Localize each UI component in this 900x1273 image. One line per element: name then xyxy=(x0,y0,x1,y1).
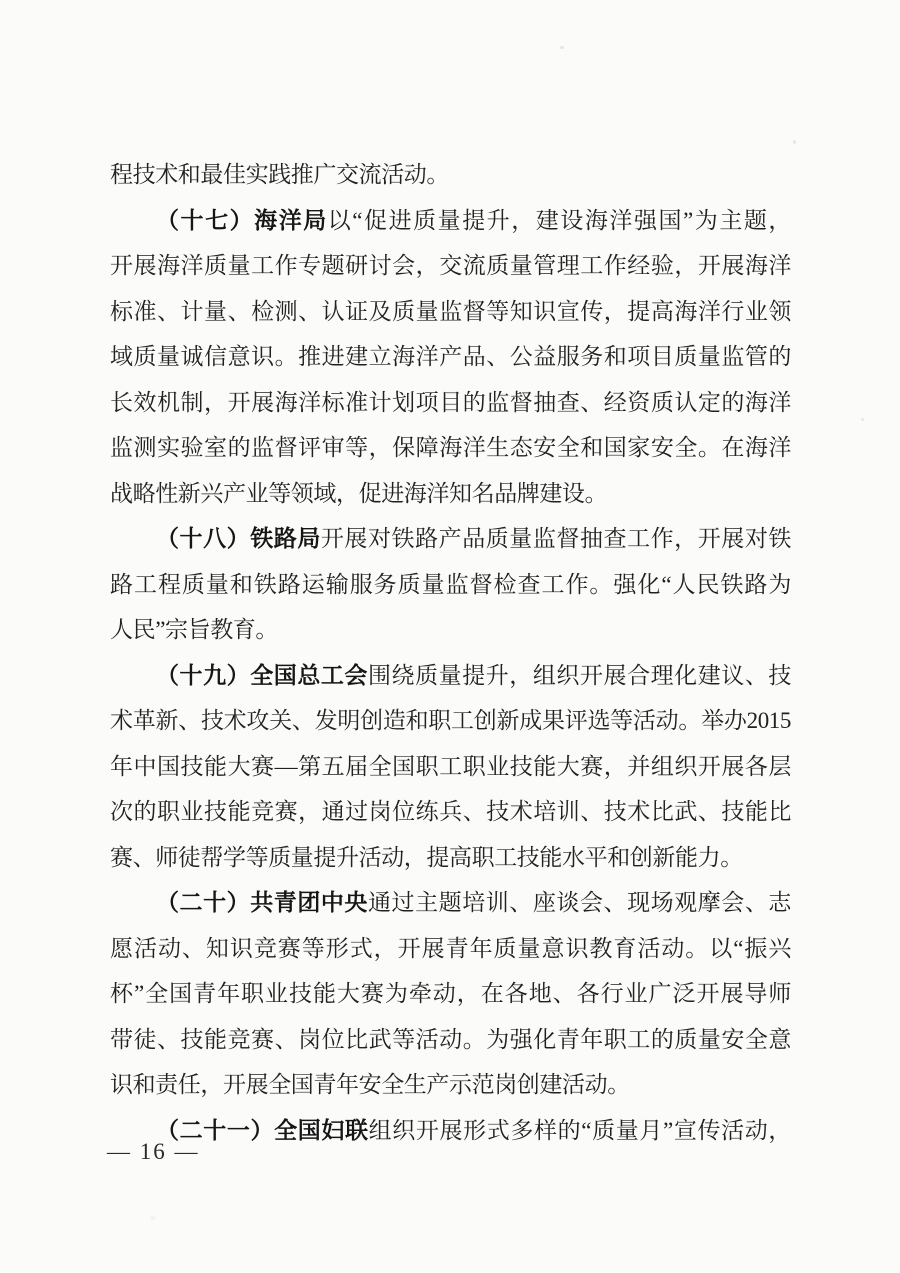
line-text: 赛、师徒帮学等质量提升活动，提高职工技能水平和创新能力。 xyxy=(110,844,743,870)
text-line xyxy=(110,198,791,244)
text-line xyxy=(110,471,791,517)
text-line xyxy=(110,334,791,380)
organization-name-bold: （十九）全国总工会 xyxy=(156,661,368,688)
line-text: 术革新、技术攻关、发明创造和职工创新成果评选等活动。举办2015 xyxy=(110,708,791,733)
line-text: 杯”全国青年职业技能大赛为牵动，在各地、各行业广泛开展导师 xyxy=(110,981,791,1006)
text-line xyxy=(110,152,791,198)
scan-speck xyxy=(150,1216,156,1220)
document-body xyxy=(110,152,791,1153)
scan-speck xyxy=(560,46,564,49)
text-line xyxy=(110,516,791,562)
line-text: 年中国技能大赛—第五届全国职工职业技能大赛，并组织开展各层 xyxy=(110,753,791,779)
line-text: 战略性新兴产业等领域，促进海洋知名品牌建设。 xyxy=(110,480,608,506)
organization-name-bold: （二十）共青团中央 xyxy=(156,889,368,915)
text-line xyxy=(110,698,791,744)
line-text: 通过主题培训、座谈会、现场观摩会、志 xyxy=(367,890,791,915)
text-line xyxy=(110,744,791,790)
organization-name-bold: （十八）铁路局 xyxy=(156,525,321,551)
line-text: 域质量诚信意识。推进建立海洋产品、公益服务和项目质量监管的 xyxy=(110,344,791,369)
line-text: 识和责任，开展全国青年安全生产示范岗创建活动。 xyxy=(110,1072,630,1097)
text-line xyxy=(110,607,791,653)
text-line xyxy=(110,789,791,835)
line-text: 愿活动、知识竞赛等形式，开展青年质量意识教育活动。以“振兴 xyxy=(110,935,791,961)
line-text: 开展对铁路产品质量监督抽查工作，开展对铁 xyxy=(320,526,791,551)
organization-name-bold: （十七）海洋局 xyxy=(156,206,328,233)
line-text: 次的职业技能竞赛，通过岗位练兵、技术培训、技术比武、技能比 xyxy=(110,799,791,824)
text-line xyxy=(110,380,791,426)
scan-speck xyxy=(861,418,864,421)
line-text: 围绕质量提升，组织开展合理化建议、技 xyxy=(367,662,791,688)
text-line xyxy=(110,835,791,881)
text-line xyxy=(110,1108,791,1154)
line-text: 标准、计量、检测、认证及质量监督等知识宣传，提高海洋行业领 xyxy=(110,298,791,324)
line-text: 长效机制，开展海洋标准计划项目的监督抽查、经资质认定的海洋 xyxy=(110,389,791,415)
text-line xyxy=(110,971,791,1017)
scan-speck xyxy=(793,140,796,144)
page-number: — 16 — xyxy=(107,1139,200,1164)
text-line xyxy=(110,562,791,608)
text-line xyxy=(110,880,791,926)
text-line xyxy=(110,1017,791,1063)
line-text: 组织开展形式多样的“质量月”宣传活动， xyxy=(368,1117,791,1143)
line-text: 带徒、技能竞赛、岗位比武等活动。为强化青年职工的质量安全意 xyxy=(110,1026,791,1052)
text-line xyxy=(110,653,791,699)
text-line xyxy=(110,1062,791,1108)
text-line xyxy=(110,243,791,289)
text-line xyxy=(110,289,791,335)
line-text: 开展海洋质量工作专题研讨会，交流质量管理工作经验，开展海洋 xyxy=(110,253,791,278)
text-line xyxy=(110,926,791,972)
line-text: 人民”宗旨教育。 xyxy=(110,617,279,642)
organization-name-bold: （二十一）全国妇联 xyxy=(156,1116,369,1143)
line-text: 监测实验室的监督评审等，保障海洋生态安全和国家安全。在海洋 xyxy=(110,435,791,460)
text-line xyxy=(110,425,791,471)
line-text: 路工程质量和铁路运输服务质量监督检查工作。强化“人民铁路为 xyxy=(110,571,791,597)
line-text: 程技术和最佳实践推广交流活动。 xyxy=(110,162,450,187)
line-text: 以“促进质量提升，建设海洋强国”为主题， xyxy=(327,207,791,233)
